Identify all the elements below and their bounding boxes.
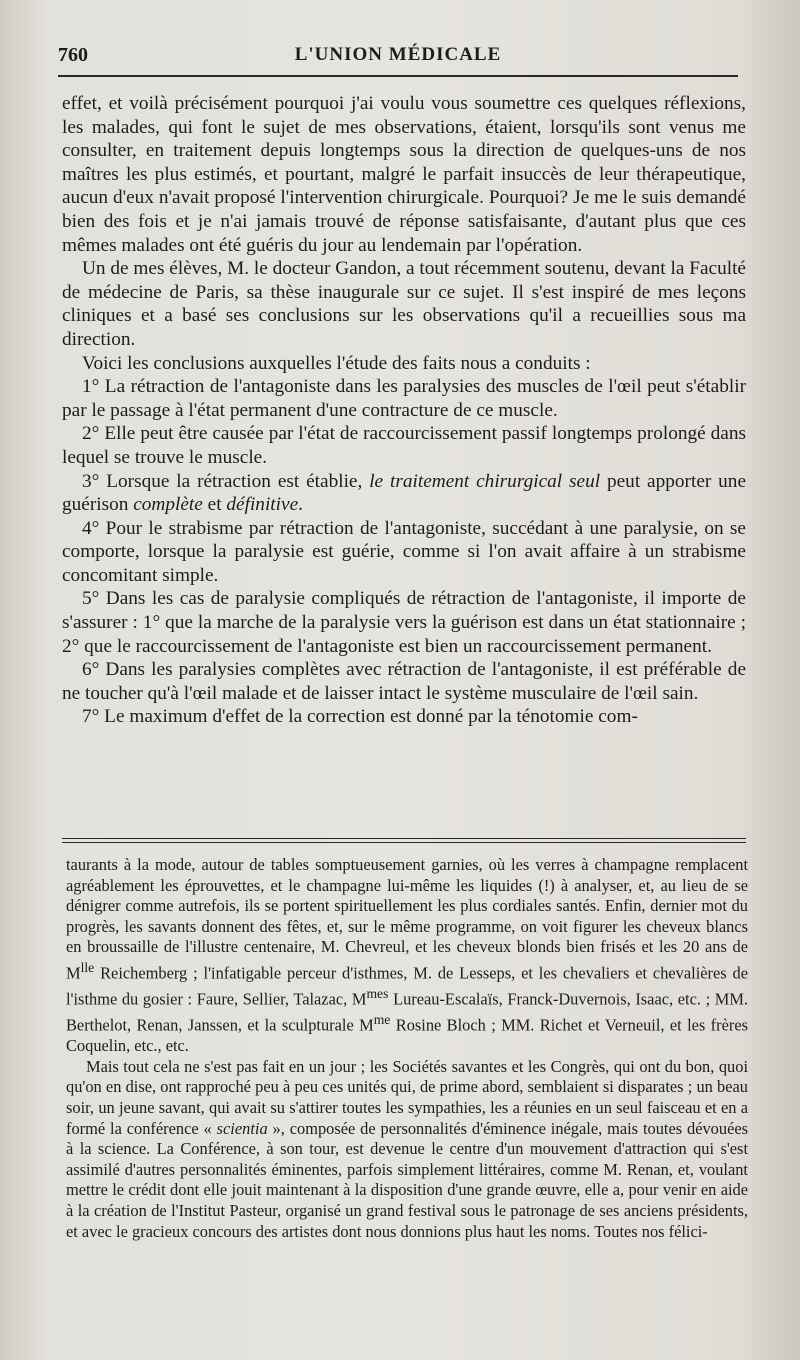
page-header — [58, 40, 738, 70]
text-run: 3° Lorsque la rétraction est établie, — [82, 470, 370, 492]
text-run: Lureau-Escalaïs, Franck-Duvernois, Isaac, etc. ; MM. Berthelot, Renan, Janssen, et la sculpturale M — [66, 989, 748, 1035]
conclusion-6: 6° Dans les paralysies complètes avec rétraction de l'antagoniste, il est préférable de ne toucher qu'à l'œil malade et de laisser intact le système musculaire de l'œil sain. — [62, 659, 746, 704]
page-number: 760 — [58, 44, 88, 66]
feuilleton-paragraph — [66, 1057, 748, 1242]
feuilleton-text — [66, 855, 748, 1242]
paragraph: Voici les conclusions auxquelles l'étude des faits nous a conduits : — [82, 352, 591, 374]
text-run: Mais tout cela ne s'est pas fait en un jour ; les Sociétés savantes et les Congrès, qui ont du bon, quoi qu'on en dise, ont rapproché peu à peu ces unités qui, de prime abord, semblaient si disparates ; un beau soir, un jeune savant, qui avait su s'attirer toutes les sympathies, les a réunies en un seul faisceau et en a formé la conférence « — [66, 1056, 748, 1138]
main-text — [62, 92, 746, 729]
paragraph: Un de mes élèves, M. le docteur Gandon, a tout récemment soutenu, devant la Faculté de médecine de Paris, sa thèse inaugurale sur ce sujet. Il s'est inspiré de mes leçons cliniques et a basé ses conclusions sur les observations qu'il a recueillies sous ma direction. — [62, 258, 746, 350]
text-run: taurants à la mode, autour de tables somptueusement garnies, où les verres à champagne remplacent agréablement les éprouvettes, et le champagne lui-même les liquides (!) à analyser, et, au lieu de se dénigrer comme autrefois, ils se portent spirituellement les plus cordiales santés. Enfin, dernier mot du progrès, les savants donnent des fêtes, et, sur le même programme, on voit figurer les cheveux blancs en broussaille de l'illustre centenaire, M. Chevreul, et les cheveux blonds bien frisés et les 20 ans de M — [66, 855, 748, 983]
italic-run: définitive — [226, 494, 299, 516]
superscript: mes — [366, 986, 389, 1002]
running-head: L'UNION MÉDICALE — [294, 44, 502, 65]
text-run: peut apporter une guérison — [62, 470, 747, 516]
text-run: », composée de personnalités d'éminence inégale, mais toutes dévouées à la science. La Conférence, à son tour, est devenue le centre d'un mouvement d'attraction qui s'est assimilé d'autres personnalités éminentes, parfois simplement littéraires, comme M. Renan, et, voulant mettre le crédit dont elle jouit maintenant à la disposition d'une grande œuvre, elle a, pour venir en aide à la création de l'Institut Pasteur, organisé un grand festival sous le patronage de ses anciens présidents, et avec le gracieux concours des artistes dont nous donnions plus haut les noms. Toutes nos félici- — [66, 1118, 748, 1241]
text-run: . — [298, 494, 303, 516]
italic-run: scientia — [216, 1118, 268, 1138]
conclusion-1: 1° La rétraction de l'antagoniste dans les paralysies des muscles de l'œil peut s'établir par le passage à l'état permanent d'une contracture de ce muscle. — [62, 376, 746, 421]
feuilleton-paragraph — [66, 855, 748, 1057]
superscript: me — [373, 1012, 391, 1028]
italic-run: le traitement chirurgical seul — [369, 470, 601, 492]
paragraph: effet, et voilà précisément pourquoi j'ai voulu vous soumettre ces quelques réflexions, les malades, qui font le sujet de mes observations, étaient, lorsqu'ils sont venus me consulter, en traitement depuis longtemps sous la direction de quelques-uns de nos maîtres les plus estimés, et pourtant, malgré le parfait insuccès de leur thérapeutique, aucun d'eux n'avait proposé l'intervention chirurgicale. Pourquoi? Je me le suis demandé bien des fois et je n'ai jamais trouvé de réponse satisfaisante, d'autant plus que ces mêmes malades ont été guéris du jour au lendemain par l'opération. — [62, 93, 746, 256]
conclusion-5: 5° Dans les cas de paralysie compliqués de rétraction de l'antagoniste, il importe de s'assurer : 1° que la marche de la paralysie vers la guérison est dans un état stationnaire ; 2° que le raccourcissement de l'antagoniste est bien un raccourcissement permanent. — [62, 588, 746, 657]
italic-run: complète — [133, 494, 203, 516]
conclusion-3 — [62, 470, 746, 517]
superscript: lle — [80, 959, 95, 975]
conclusion-4: 4° Pour le strabisme par rétraction de l'antagoniste, succédant à une paralysie, on se comporte, lorsque la paralysie est guérie, comme si l'on avait affaire à un strabisme concomitant simple. — [62, 517, 746, 586]
header-rule — [58, 75, 738, 77]
text-run: Rosine Bloch ; MM. Richet et Verneuil, et les frères Coquelin, etc., etc. — [66, 1015, 748, 1056]
conclusion-2: 2° Elle peut être causée par l'état de raccourcissement passif longtemps prolongé dans lequel se trouve le muscle. — [62, 423, 746, 468]
conclusion-7: 7° Le maximum d'effet de la correction est donné par la ténotomie com- — [82, 706, 638, 728]
feuilleton-rule — [62, 838, 746, 843]
text-run: et — [202, 494, 227, 516]
text-run: Reichemberg ; l'infatigable perceur d'isthmes, M. de Lesseps, et les chevaliers et chevalières de l'isthme du gosier : Faure, Sellier, Talazac, M — [66, 963, 748, 1009]
